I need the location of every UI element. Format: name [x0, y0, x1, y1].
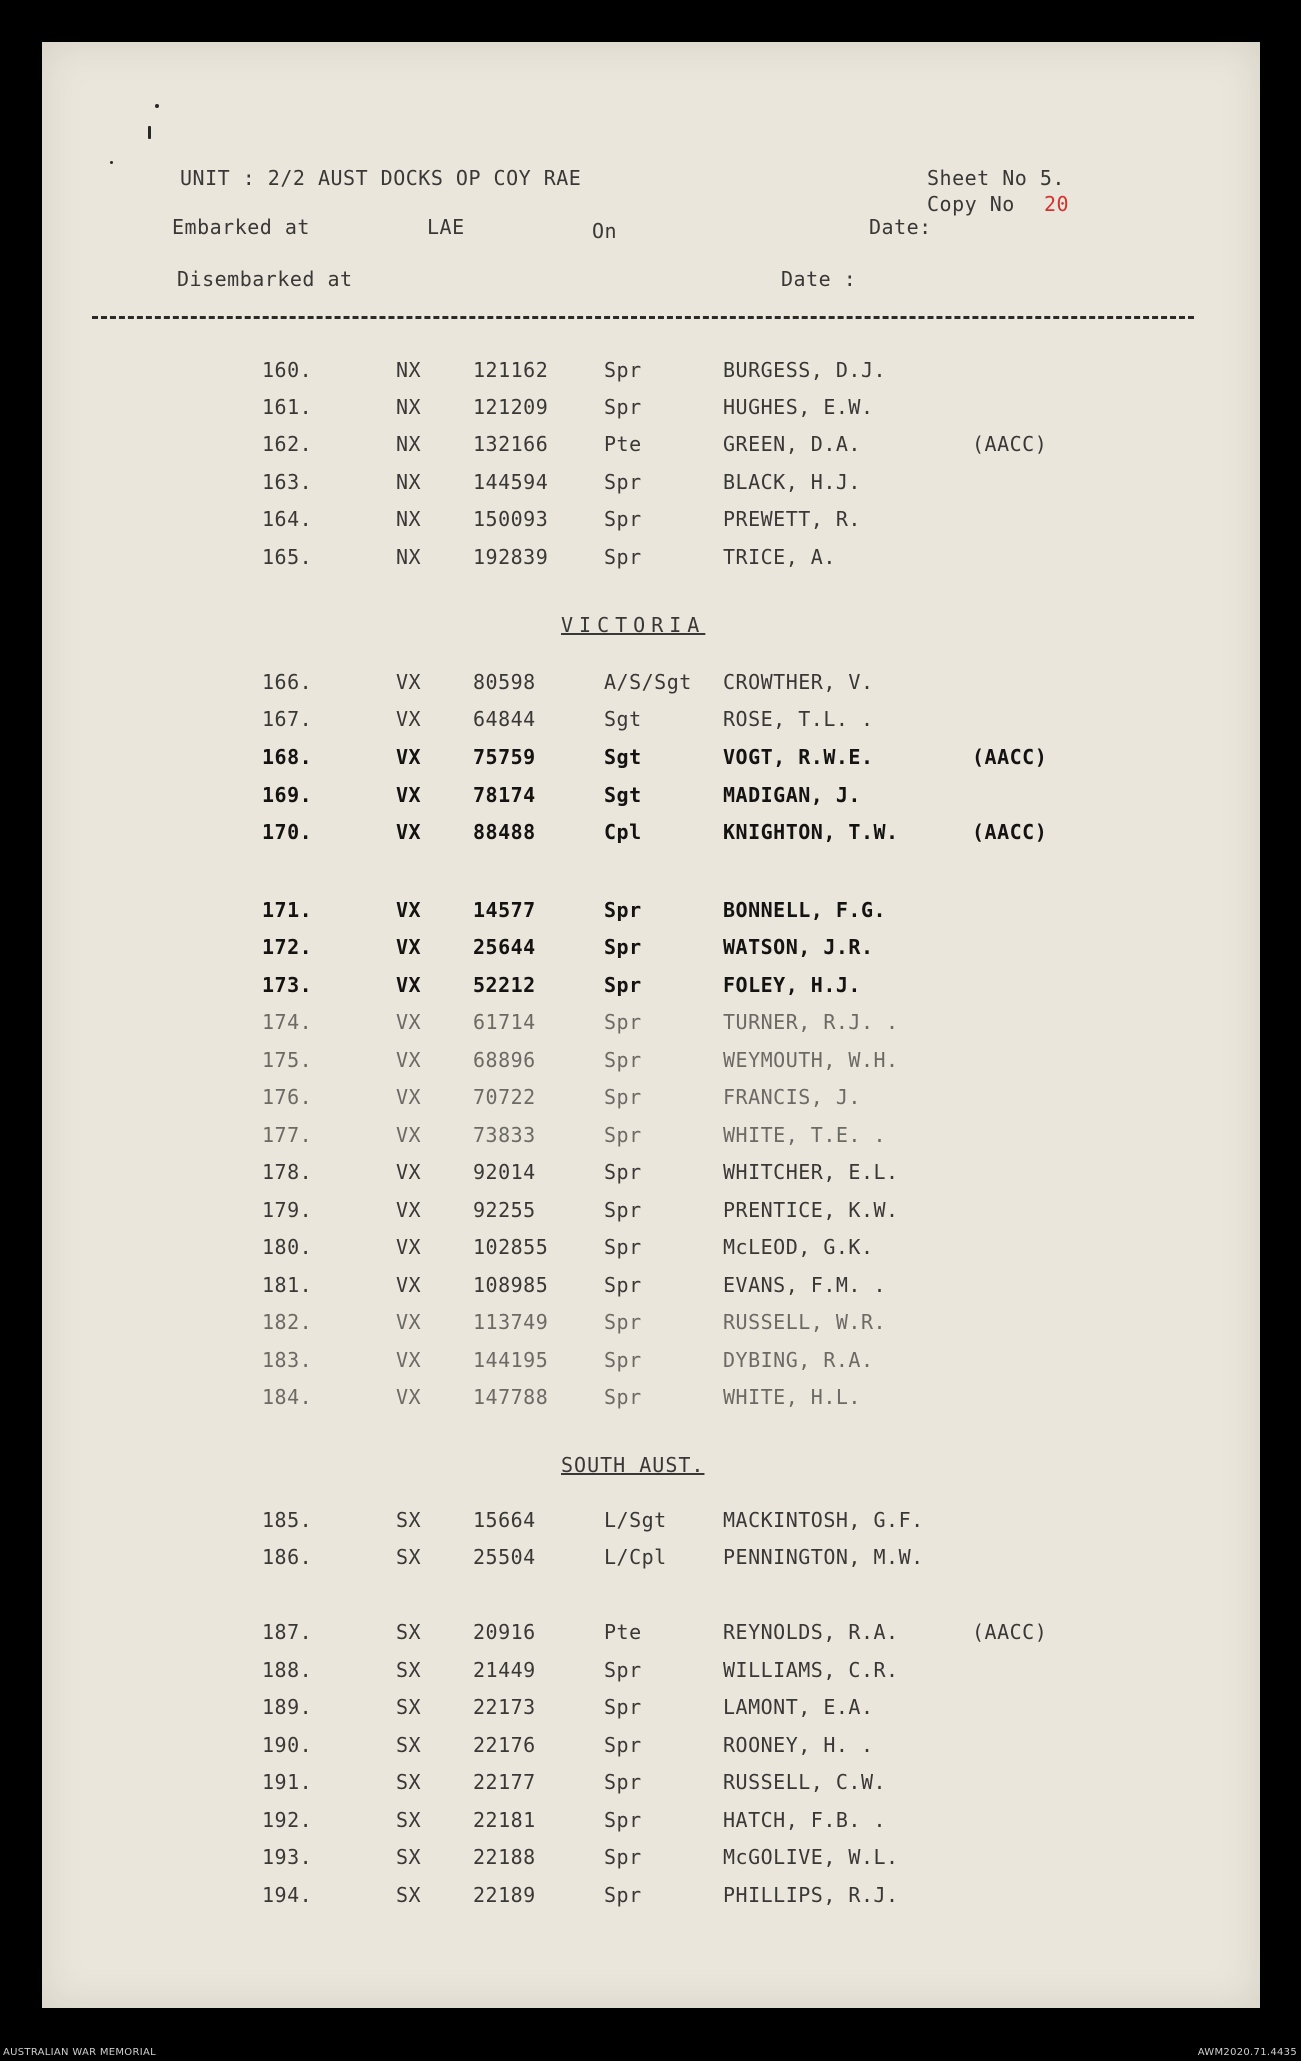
unit-heading: UNIT : 2/2 AUST DOCKS OP COY RAE: [180, 166, 582, 190]
section-victoria: VICTORIA: [561, 613, 706, 637]
rank: Spr: [604, 935, 642, 959]
soldier-name: PREWETT, R.: [723, 507, 861, 531]
corps-note: (AACC): [972, 432, 1048, 456]
state-prefix: VX: [396, 1010, 422, 1034]
service-number: 121209: [473, 395, 549, 419]
rank: Spr: [604, 507, 642, 531]
roll-number: 189.: [262, 1695, 313, 1719]
state-prefix: VX: [396, 1310, 422, 1334]
rank: Spr: [604, 470, 642, 494]
disembarked-date-label: Date :: [781, 267, 857, 291]
rank: L/Cpl: [604, 1545, 667, 1569]
state-prefix: SX: [396, 1733, 422, 1757]
service-number: 121162: [473, 358, 549, 382]
soldier-name: PENNINGTON, M.W.: [723, 1545, 924, 1569]
roll-number: 167.: [262, 707, 313, 731]
corps-note: (AACC): [972, 745, 1048, 769]
roll-number: 165.: [262, 545, 313, 569]
state-prefix: SX: [396, 1695, 422, 1719]
service-number: 150093: [473, 507, 549, 531]
roll-number: 188.: [262, 1658, 313, 1682]
rank: Spr: [604, 1160, 642, 1184]
service-number: 78174: [473, 783, 536, 807]
soldier-name: HATCH, F.B. .: [723, 1808, 887, 1832]
footer-accession-number: AWM2020.71.4435: [1197, 2047, 1297, 2058]
service-number: 75759: [473, 745, 536, 769]
roll-number: 190.: [262, 1733, 313, 1757]
rank: Cpl: [604, 820, 642, 844]
soldier-name: KNIGHTON, T.W.: [723, 820, 899, 844]
roll-number: 171.: [262, 898, 313, 922]
rank: Pte: [604, 1620, 642, 1644]
state-prefix: VX: [396, 745, 422, 769]
document-page: [42, 42, 1260, 2008]
rank: Spr: [604, 1310, 642, 1334]
corps-note: (AACC): [972, 1620, 1048, 1644]
soldier-name: WHITCHER, E.L.: [723, 1160, 899, 1184]
rank: Spr: [604, 1385, 642, 1409]
soldier-name: McLEOD, G.K.: [723, 1235, 874, 1259]
sheet-number: Sheet No 5.: [927, 166, 1065, 190]
state-prefix: VX: [396, 935, 422, 959]
rank: Spr: [604, 1123, 642, 1147]
rank: Spr: [604, 395, 642, 419]
soldier-name: PHILLIPS, R.J.: [723, 1883, 899, 1907]
roll-number: 194.: [262, 1883, 313, 1907]
service-number: 144195: [473, 1348, 549, 1372]
state-prefix: VX: [396, 820, 422, 844]
state-prefix: NX: [396, 395, 422, 419]
roll-number: 172.: [262, 935, 313, 959]
soldier-name: ROONEY, H. .: [723, 1733, 874, 1757]
service-number: 61714: [473, 1010, 536, 1034]
roll-number: 176.: [262, 1085, 313, 1109]
rank: Pte: [604, 432, 642, 456]
rank: Spr: [604, 1770, 642, 1794]
soldier-name: McGOLIVE, W.L.: [723, 1845, 899, 1869]
rank: Spr: [604, 1808, 642, 1832]
state-prefix: SX: [396, 1845, 422, 1869]
dashed-separator: [92, 316, 1194, 319]
soldier-name: RUSSELL, W.R.: [723, 1310, 887, 1334]
soldier-name: HUGHES, E.W.: [723, 395, 874, 419]
state-prefix: NX: [396, 470, 422, 494]
rank: Spr: [604, 1348, 642, 1372]
rank: Spr: [604, 358, 642, 382]
state-prefix: NX: [396, 358, 422, 382]
service-number: 52212: [473, 973, 536, 997]
service-number: 144594: [473, 470, 549, 494]
roll-number: 160.: [262, 358, 313, 382]
soldier-name: WEYMOUTH, W.H.: [723, 1048, 899, 1072]
state-prefix: VX: [396, 1123, 422, 1147]
embarked-label: Embarked at: [172, 215, 310, 239]
rank: Spr: [604, 1235, 642, 1259]
corps-note: (AACC): [972, 820, 1048, 844]
state-prefix: SX: [396, 1883, 422, 1907]
service-number: 22176: [473, 1733, 536, 1757]
service-number: 68896: [473, 1048, 536, 1072]
service-number: 22177: [473, 1770, 536, 1794]
ink-dot: [110, 161, 113, 164]
soldier-name: LAMONT, E.A.: [723, 1695, 874, 1719]
service-number: 92255: [473, 1198, 536, 1222]
roll-number: 187.: [262, 1620, 313, 1644]
service-number: 80598: [473, 670, 536, 694]
soldier-name: WHITE, T.E. .: [723, 1123, 887, 1147]
service-number: 132166: [473, 432, 549, 456]
service-number: 21449: [473, 1658, 536, 1682]
roll-number: 174.: [262, 1010, 313, 1034]
soldier-name: BURGESS, D.J.: [723, 358, 887, 382]
roll-number: 180.: [262, 1235, 313, 1259]
service-number: 113749: [473, 1310, 549, 1334]
service-number: 25644: [473, 935, 536, 959]
soldier-name: EVANS, F.M. .: [723, 1273, 887, 1297]
disembarked-label: Disembarked at: [177, 267, 353, 291]
state-prefix: SX: [396, 1620, 422, 1644]
date-label: Date:: [869, 215, 932, 239]
state-prefix: VX: [396, 707, 422, 731]
rank: Spr: [604, 1273, 642, 1297]
roll-number: 183.: [262, 1348, 313, 1372]
service-number: 64844: [473, 707, 536, 731]
copy-label: Copy No: [927, 192, 1015, 216]
service-number: 88488: [473, 820, 536, 844]
state-prefix: VX: [396, 1235, 422, 1259]
soldier-name: CROWTHER, V.: [723, 670, 874, 694]
state-prefix: VX: [396, 1273, 422, 1297]
service-number: 25504: [473, 1545, 536, 1569]
state-prefix: NX: [396, 507, 422, 531]
soldier-name: RUSSELL, C.W.: [723, 1770, 887, 1794]
roll-number: 177.: [262, 1123, 313, 1147]
state-prefix: VX: [396, 898, 422, 922]
rank: Spr: [604, 1198, 642, 1222]
roll-number: 173.: [262, 973, 313, 997]
state-prefix: VX: [396, 1048, 422, 1072]
rank: L/Sgt: [604, 1508, 667, 1532]
rank: Spr: [604, 545, 642, 569]
soldier-name: VOGT, R.W.E.: [723, 745, 874, 769]
service-number: 22181: [473, 1808, 536, 1832]
rank: Spr: [604, 1658, 642, 1682]
footer-institution: AUSTRALIAN WAR MEMORIAL: [3, 2047, 156, 2058]
service-number: 70722: [473, 1085, 536, 1109]
state-prefix: SX: [396, 1545, 422, 1569]
state-prefix: VX: [396, 783, 422, 807]
roll-number: 179.: [262, 1198, 313, 1222]
service-number: 108985: [473, 1273, 549, 1297]
roll-number: 162.: [262, 432, 313, 456]
soldier-name: WATSON, J.R.: [723, 935, 874, 959]
roll-number: 175.: [262, 1048, 313, 1072]
on-label: On: [592, 219, 618, 243]
roll-number: 161.: [262, 395, 313, 419]
roll-number: 178.: [262, 1160, 313, 1184]
rank: Spr: [604, 973, 642, 997]
rank: Spr: [604, 1883, 642, 1907]
roll-number: 166.: [262, 670, 313, 694]
service-number: 22173: [473, 1695, 536, 1719]
state-prefix: SX: [396, 1658, 422, 1682]
roll-number: 168.: [262, 745, 313, 769]
rank: Sgt: [604, 707, 642, 731]
rank: Spr: [604, 1085, 642, 1109]
rank: Spr: [604, 1845, 642, 1869]
roll-number: 164.: [262, 507, 313, 531]
state-prefix: VX: [396, 670, 422, 694]
roll-number: 192.: [262, 1808, 313, 1832]
soldier-name: REYNOLDS, R.A.: [723, 1620, 899, 1644]
rank: Spr: [604, 1733, 642, 1757]
roll-number: 191.: [262, 1770, 313, 1794]
soldier-name: PRENTICE, K.W.: [723, 1198, 899, 1222]
roll-number: 169.: [262, 783, 313, 807]
roll-number: 186.: [262, 1545, 313, 1569]
state-prefix: VX: [396, 973, 422, 997]
section-south-aust: SOUTH AUST.: [561, 1453, 705, 1477]
rank: Sgt: [604, 745, 642, 769]
soldier-name: ROSE, T.L. .: [723, 707, 874, 731]
state-prefix: NX: [396, 432, 422, 456]
rank: Spr: [604, 898, 642, 922]
state-prefix: VX: [396, 1085, 422, 1109]
soldier-name: WHITE, H.L.: [723, 1385, 861, 1409]
state-prefix: VX: [396, 1198, 422, 1222]
soldier-name: TRICE, A.: [723, 545, 836, 569]
soldier-name: TURNER, R.J. .: [723, 1010, 899, 1034]
soldier-name: FOLEY, H.J.: [723, 973, 861, 997]
rank: Spr: [604, 1695, 642, 1719]
rank: Spr: [604, 1048, 642, 1072]
state-prefix: SX: [396, 1808, 422, 1832]
roll-number: 193.: [262, 1845, 313, 1869]
roll-number: 184.: [262, 1385, 313, 1409]
soldier-name: BLACK, H.J.: [723, 470, 861, 494]
service-number: 22189: [473, 1883, 536, 1907]
embarked-place: LAE: [427, 215, 465, 239]
soldier-name: FRANCIS, J.: [723, 1085, 861, 1109]
state-prefix: SX: [396, 1770, 422, 1794]
rank: Spr: [604, 1010, 642, 1034]
state-prefix: VX: [396, 1348, 422, 1372]
roll-number: 185.: [262, 1508, 313, 1532]
service-number: 14577: [473, 898, 536, 922]
service-number: 15664: [473, 1508, 536, 1532]
soldier-name: GREEN, D.A.: [723, 432, 861, 456]
rank: A/S/Sgt: [604, 670, 692, 694]
rank: Sgt: [604, 783, 642, 807]
soldier-name: MACKINTOSH, G.F.: [723, 1508, 924, 1532]
state-prefix: VX: [396, 1385, 422, 1409]
service-number: 20916: [473, 1620, 536, 1644]
roll-number: 170.: [262, 820, 313, 844]
service-number: 102855: [473, 1235, 549, 1259]
service-number: 92014: [473, 1160, 536, 1184]
roll-number: 182.: [262, 1310, 313, 1334]
soldier-name: MADIGAN, J.: [723, 783, 861, 807]
copy-number: 20: [1044, 192, 1070, 216]
roll-number: 181.: [262, 1273, 313, 1297]
service-number: 147788: [473, 1385, 549, 1409]
ink-mark: [148, 126, 151, 139]
ink-dot: [155, 104, 159, 108]
service-number: 73833: [473, 1123, 536, 1147]
service-number: 22188: [473, 1845, 536, 1869]
soldier-name: BONNELL, F.G.: [723, 898, 887, 922]
roll-number: 163.: [262, 470, 313, 494]
soldier-name: WILLIAMS, C.R.: [723, 1658, 899, 1682]
state-prefix: SX: [396, 1508, 422, 1532]
soldier-name: DYBING, R.A.: [723, 1348, 874, 1372]
state-prefix: VX: [396, 1160, 422, 1184]
state-prefix: NX: [396, 545, 422, 569]
service-number: 192839: [473, 545, 549, 569]
